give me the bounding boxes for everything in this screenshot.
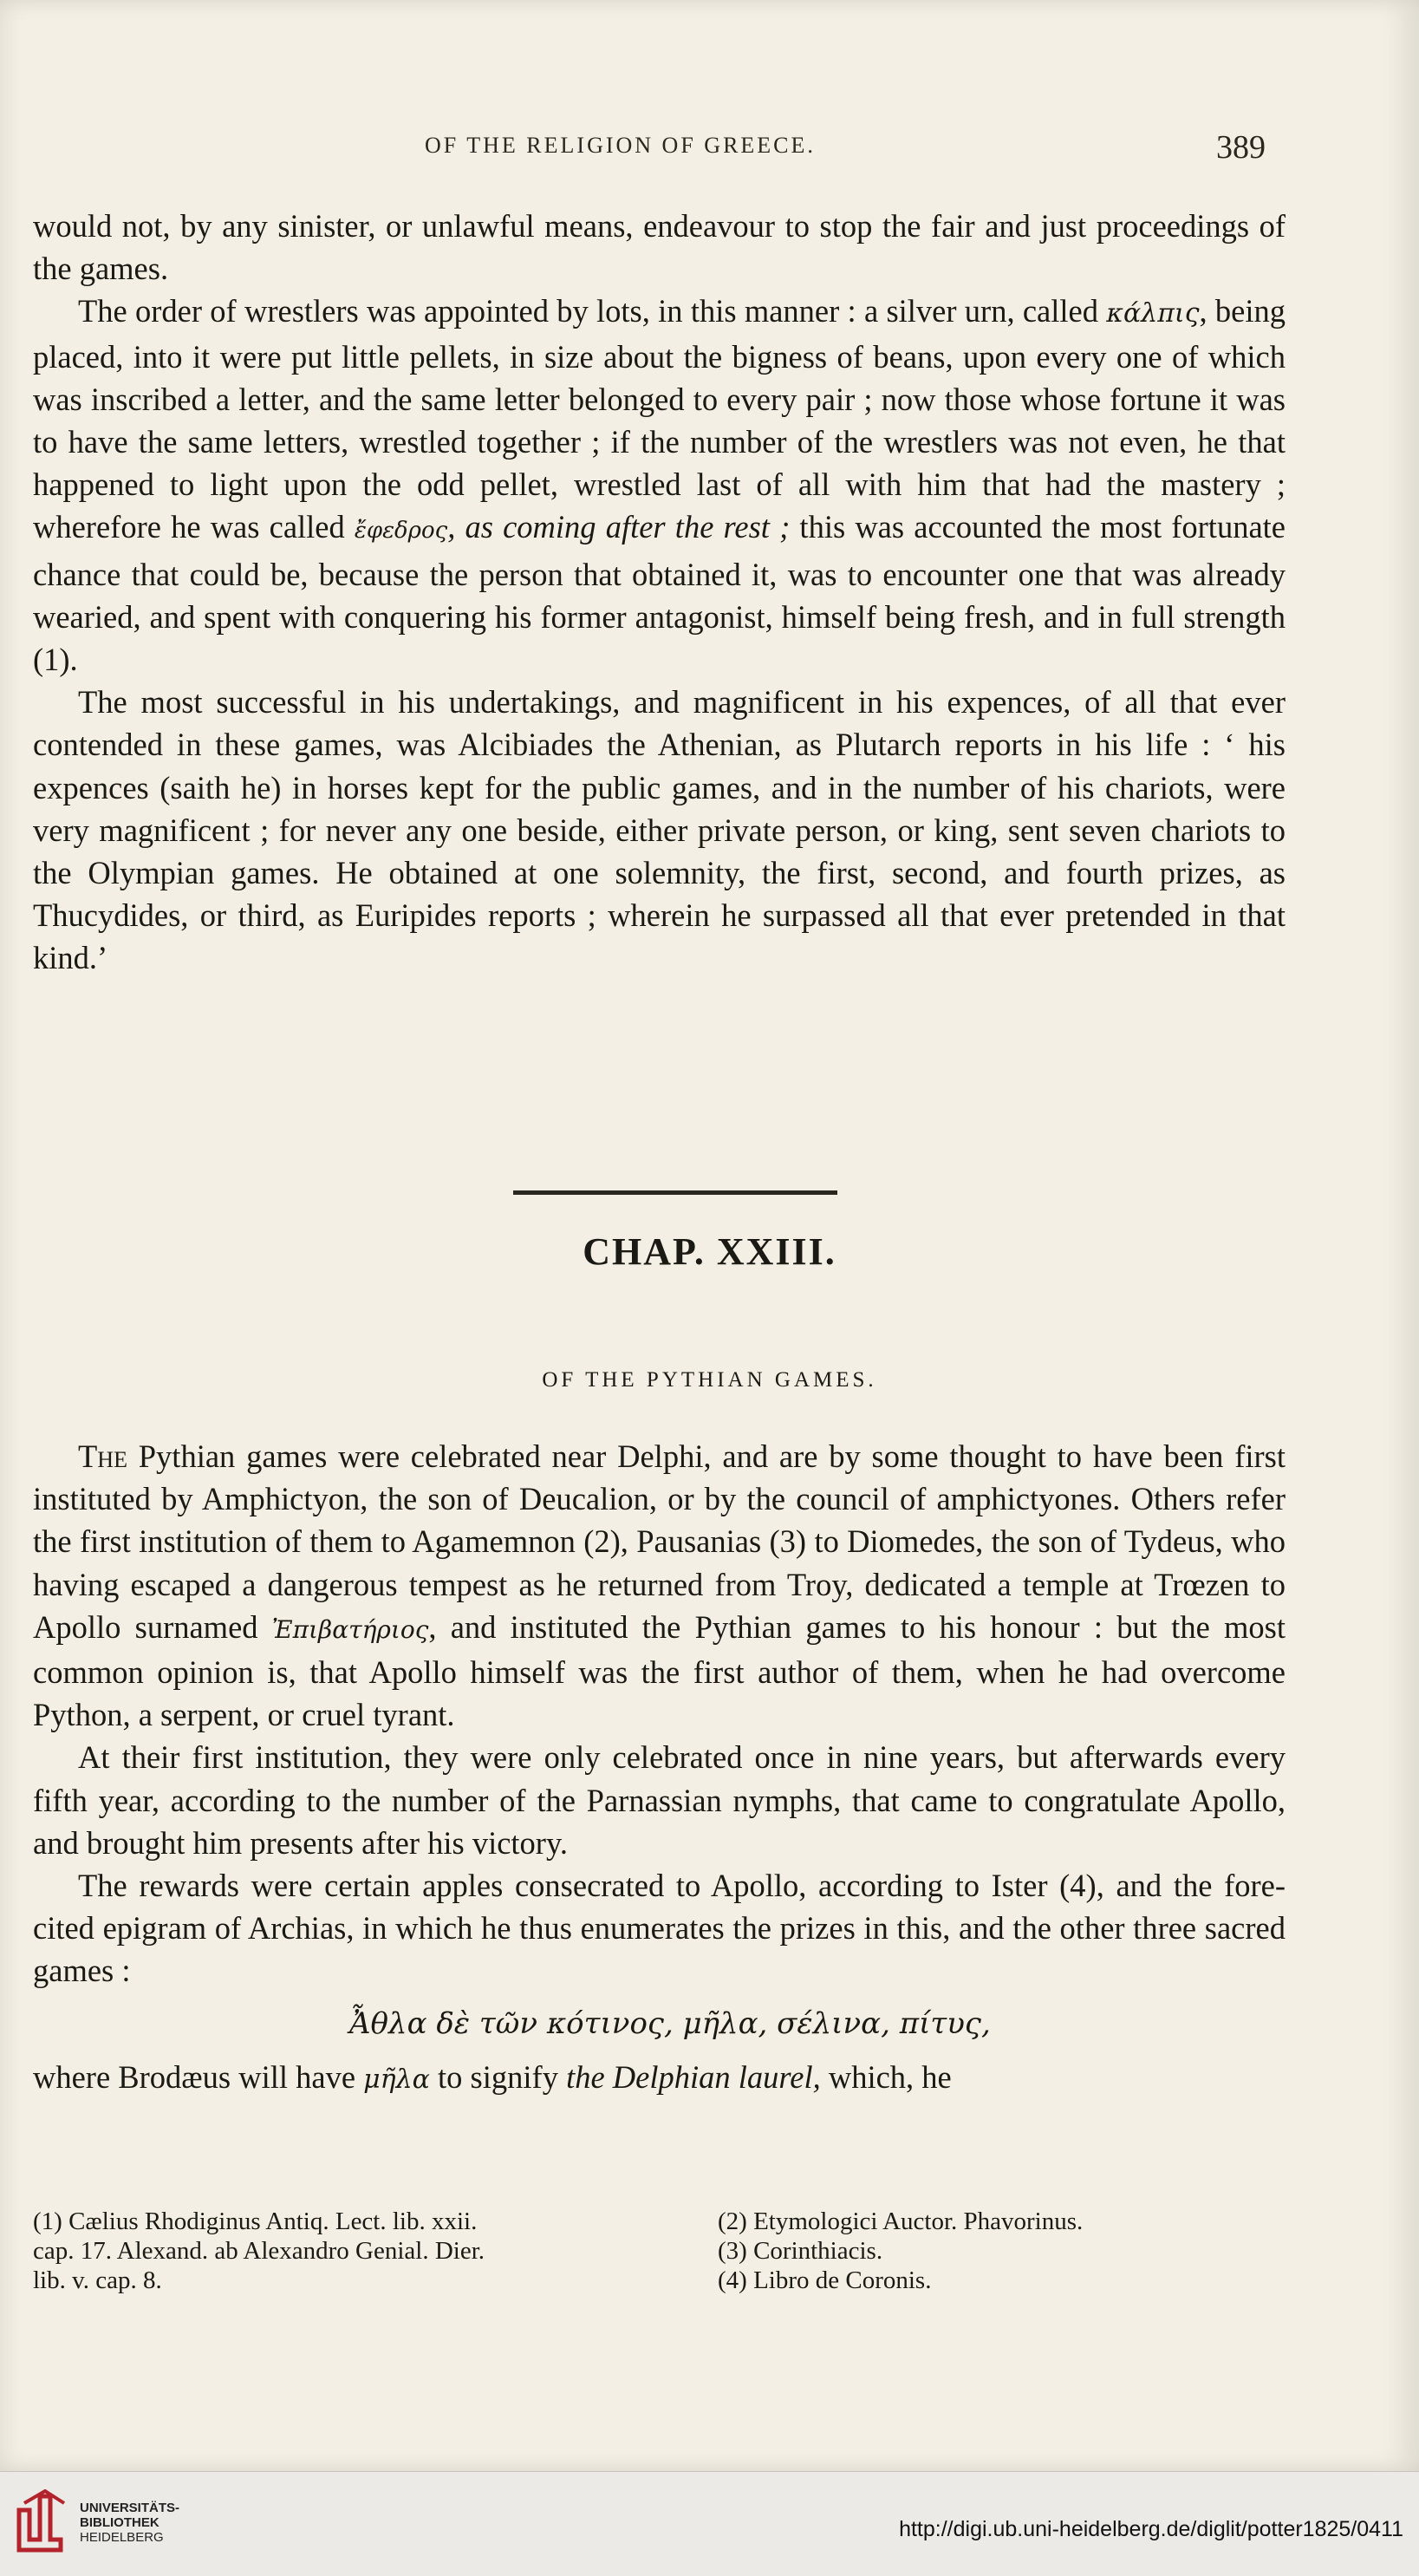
permalink-url[interactable]: http://digi.ub.uni-heidelberg.de/diglit/potter1825/0411 (899, 2517, 1403, 2541)
p2-italic: , as coming after the rest ; (447, 509, 791, 545)
greek-ephedros: ἔφεδρος (354, 518, 448, 545)
page-number: 389 (1216, 129, 1266, 166)
footnote-1-cont: cap. 17. Alexand. ab Alexandro Genial. Dier. (33, 2237, 485, 2265)
logo-line-2: BIBLIOTHEK (80, 2514, 159, 2530)
paragraph-1: would not, by any sinister, or unlawful means, endeavour to stop the fair and just proceedings of the games. (33, 208, 1286, 287)
running-title: OF THE RELIGION OF GREECE. (425, 133, 816, 158)
footnote-1-end: lib. v. cap. 8. (33, 2266, 162, 2294)
footnote-row (33, 2236, 1290, 2266)
paragraph-6: The rewards were certain apples consecrated to Apollo, according to Ister (4), and the fore-cited epigram of Archias, in which he thus enumerates the prizes in this, and the other three sacred games : (33, 1868, 1286, 1989)
text-block-lower (33, 1435, 1286, 2101)
text-block-upper (33, 205, 1286, 980)
p7-text-c: which, he (820, 2058, 952, 2095)
viewer-footer (0, 2471, 1419, 2576)
p4-text-a: Pythian games were celebrated near Delphi, and are by some thought to have been first instituted by Amphictyon, the son of Deucalion, or by the council of amphictyones. Others refer the first institution of them to Agamemnon (2), Pausanias (3) to Diomedes, the son of Tydeus, who having escaped a dangerous tempest as he returned from Troy, dedicated a temple at Trœzen to Apollo surnamed (33, 1438, 1286, 1645)
p7-italic: the Delphian laurel, (566, 2058, 821, 2095)
paragraph-7 (33, 2056, 1286, 2101)
greek-mela: μῆλα (363, 2064, 430, 2095)
footnote-row (33, 2207, 1290, 2236)
p4-text-b: , and instituted the Pythian games to his honour : but the most common opinion is, that Apollo himself was the first author of them, when he had overcome Python, a serpent, or cruel tyrant. (33, 1608, 1286, 1733)
p2-text-c: this was accounted the most fortunate chance that could be, because the person that obtained it, was to encounter one that was already wearied, and spent with conquering his former antagonist, himself being fresh, and in full strength (1). (33, 509, 1286, 678)
greek-kalpis: κάλπις (1106, 298, 1200, 329)
footnotes (33, 2207, 1290, 2295)
library-logo-text (80, 2501, 179, 2545)
logo-line-1: UNIVERSITÄTS- (80, 2500, 180, 2515)
library-logo-icon (14, 2489, 69, 2555)
chapter-title: CHAP. XXIII. (583, 1230, 836, 1273)
paragraph-5: At their first institution, they were only celebrated once in nine years, but afterwards every fifth year, according to the number of the Parnassian nymphs, that came to congratulate Apollo, and brought him presents after his victory. (33, 1739, 1286, 1861)
footnote-3: (3) Corinthiacis. (718, 2237, 883, 2265)
p2-text-b: , being placed, into it were put little pellets, in size about the bigness of beans, upon every one of which was inscribed a letter, and the same letter belonged to every pair ; now those whose fortune it was to have the same letters, wrestled together ; if the number of the wrestlers was not even, he that happened to light upon the odd pellet, wrestled last of all with him that had the mastery ; wherefore he was called (33, 293, 1286, 545)
smallcaps-the: The (78, 1438, 127, 1474)
paragraph-3: The most successful in his undertakings, and magnificent in his expences, of all that ever contended in these games, was Alcibiades the Athenian, as Plutarch reports in his life : ‘ his expences (saith he) in horses kept for the public games, and in the number of his chariots, were very magnificent ; for never any one beside, either private person, or king, sent seven chariots to the Olympian games. He obtained at one solemnity, the first, second, and fourth prizes, as Thucydides, or third, as Euripides reports ; wherein he surpassed all that ever pretended in that kind.’ (33, 684, 1286, 976)
footnote-1: (1) Cælius Rhodiginus Antiq. Lect. lib. xxii. (33, 2208, 478, 2235)
greek-verse: Ἆθλα δὲ τῶν κότινος, μῆλα, σέλινα, πίτυς, (349, 2005, 991, 2041)
section-rule (513, 1190, 837, 1195)
p7-text-b: to signify (429, 2058, 567, 2095)
logo-line-3: HEIDELBERG (80, 2529, 164, 2545)
p2-text-a: The order of wrestlers was appointed by lots, in this manner : a silver urn, called (78, 293, 1107, 329)
footnote-2: (2) Etymologici Auctor. Phavorinus. (718, 2208, 1084, 2235)
paragraph-4 (33, 1435, 1286, 1736)
footnote-row (33, 2266, 1290, 2295)
p7-text-a: where Brodæus will have (33, 2058, 364, 2095)
library-logo[interactable] (14, 2489, 179, 2555)
chapter-subtitle: OF THE PYTHIAN GAMES. (542, 1368, 877, 1392)
footnote-4: (4) Libro de Coronis. (718, 2266, 932, 2294)
paragraph-2 (33, 290, 1286, 681)
greek-epibaterios: Ἐπιβατήριος (271, 1614, 429, 1644)
